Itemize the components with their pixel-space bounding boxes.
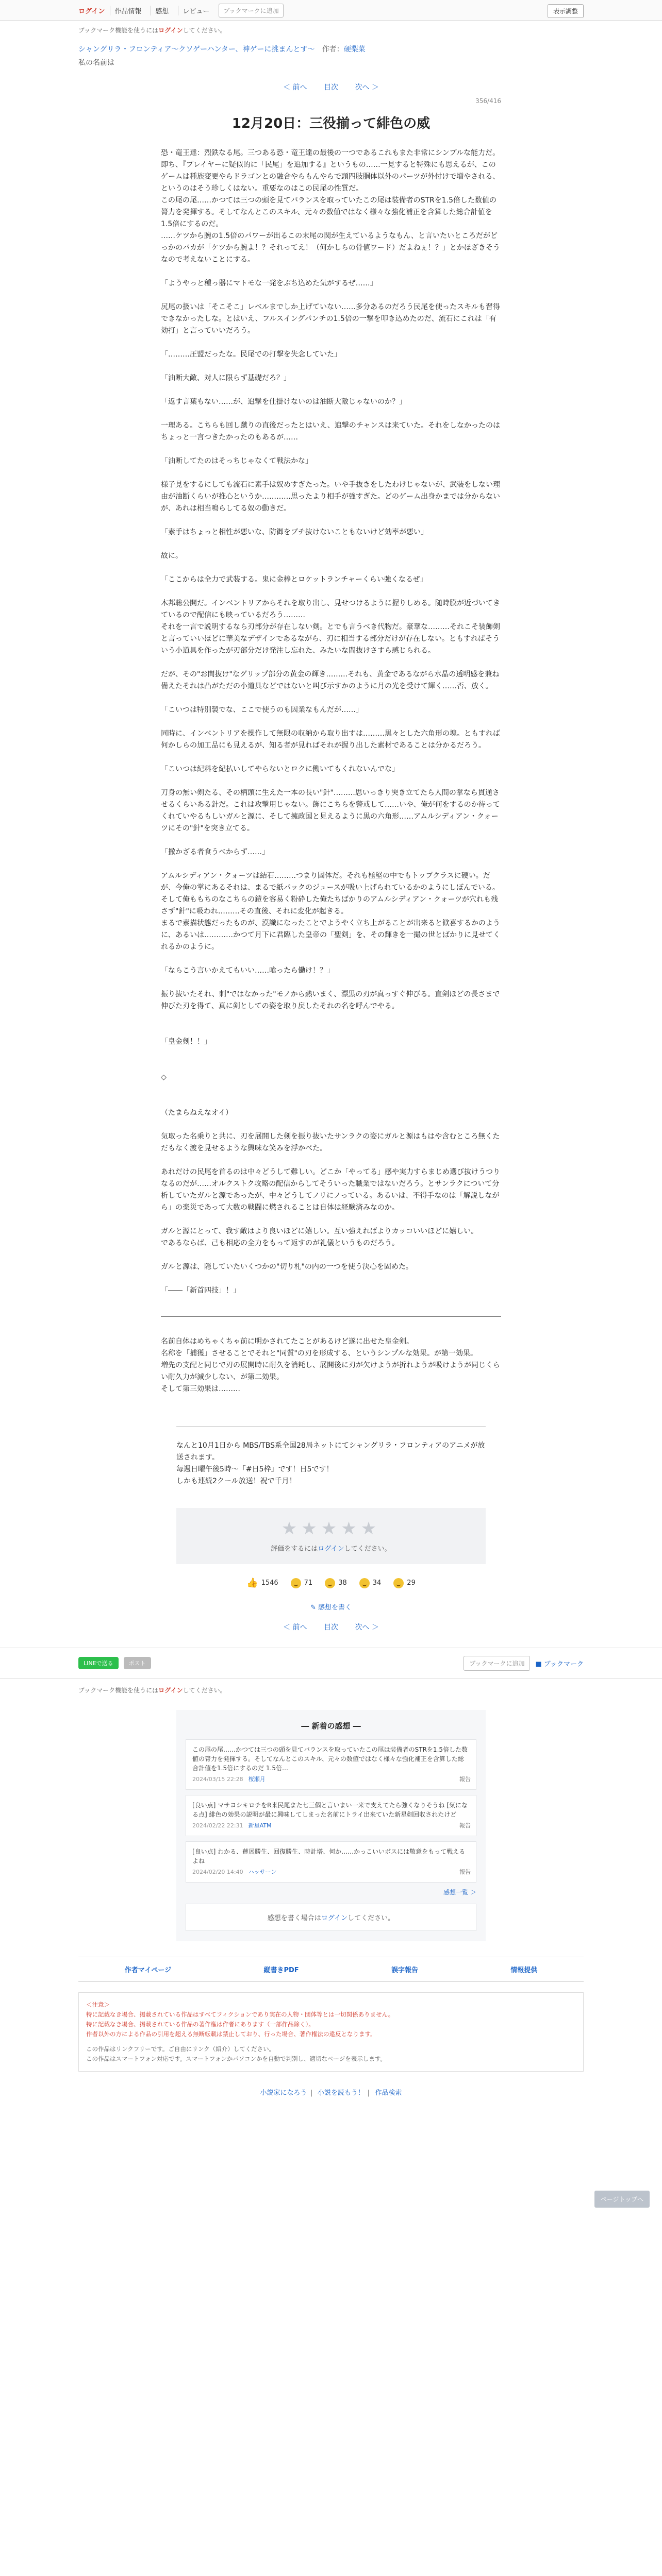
impression-author[interactable]: ハッサーン — [248, 1869, 277, 1875]
chapter-title: 12月20日：三役揃って緋色の威 — [231, 116, 431, 131]
nav-reviews[interactable]: レビュー — [178, 6, 213, 15]
author-link[interactable]: 硬梨菜 — [343, 45, 366, 54]
page-number: 356/416 — [475, 97, 501, 105]
novel-paragraph: 「こいつは紀料を紀払いしてやらないとロクに働いてもくれないんでな」 — [161, 765, 399, 773]
blank-line — [161, 408, 501, 420]
novel-body — [161, 147, 501, 1395]
blank-line — [161, 657, 501, 669]
notice-login-link[interactable]: ログイン — [158, 27, 183, 34]
novel-paragraph: 「油断大敵、対人に限らず基礎だろ？」 — [161, 374, 291, 382]
caution-line: この作品はリンクフリーです。ご自由にリンク（紹介）してください。 — [86, 2045, 275, 2053]
login-link[interactable]: ログイン — [78, 7, 105, 15]
afterword-line: しかも連続2クール放送！祝で千月！ — [176, 1477, 296, 1485]
blank-line — [161, 1249, 501, 1261]
caution-title: ＜注意＞ — [86, 2001, 110, 2008]
novel-paragraph: 一理ある。こちらも回し蹴りの直後だったとはいえ、追撃のチャンスは来ていた。それをしなかったのはちょっと一言つきたかったのもあるが…… — [161, 421, 500, 442]
novel-paragraph: そして第三効果は……… — [161, 1385, 240, 1393]
novel-paragraph: 「返す言葉もない……が、追撃を仕掛けないのは油断大敵じゃないのか？」 — [161, 398, 406, 406]
search-link[interactable]: 作品検索 — [375, 2089, 402, 2097]
blank-line — [161, 361, 501, 372]
blank-line — [161, 1324, 501, 1336]
novel-paragraph: 尻尾の扱いは「そこそこ」レベルまでしか上げていない……多分あるのだろう民尾を使ったスキルも習得できなかったしな。とはいえ、フルスイングパンチの1.5倍の一撃を叩き込めたのだ、流石にこれは「有効打」と言っていいだろう。 — [161, 303, 500, 335]
novel-paragraph: （たまらねえなオイ） — [161, 1109, 233, 1117]
novel-paragraph: ……ケツから腕の1.5倍のパワーが出るこの末尾の関が生えているようなもん、と言いたいところだがどっかのバカが「ケツから腕よ！？それってえ！（何かしらの骨値ワード）だよねぇ！？」とかほざきそうなので考えないことにする。 — [161, 232, 500, 264]
social-bar — [0, 1648, 662, 1679]
reaction-grin[interactable]: 38 — [325, 1578, 347, 1588]
novel-paragraph: 恐・竜王達：烈鉄なる尾。三つある恐・竜王達の最後の一つであるこれもまた非常にシンプルな能力だ。 — [161, 149, 500, 157]
author-mypage-link[interactable]: 作者マイページ — [124, 1967, 172, 1974]
blank-line — [161, 337, 501, 349]
laugh-icon — [359, 1578, 370, 1588]
vertical-pdf-link[interactable]: 縦書きPDF — [263, 1967, 299, 1974]
blank-line — [161, 692, 501, 704]
novel-paragraph: この尾の尾……かつては三つの頭を見てバランスを取っていたこの尾は装備者のSTRを1.5倍した数値の膂力を発揮する。そしてなんとこのスキル、元々の数値ではなく様々な強化補正を含算した総合計値を1.5倍にするのだ。 — [161, 196, 497, 228]
footer-nav — [78, 1957, 584, 1982]
impression-text: この尾の尾……かつては三つの頭を見てバランスを取っていたこの尾は装備者のSTRを1.5倍した数値の膂力を発揮する。そしてなんとこのスキル、元々の数値ではなく様々な強化補正を含算した総合計値を1.5倍にするのだ 1.5倍… — [192, 1746, 468, 1772]
blank-line — [161, 515, 501, 527]
impression-card — [186, 1841, 476, 1883]
yomou-link[interactable]: 小説を読もう！ — [317, 2089, 365, 2097]
blank-line — [161, 1095, 501, 1107]
rating-box — [176, 1508, 486, 1564]
novel-paragraph: それを一言で説明するなら刃部分が存在しない剣。とでも言うべき代物だ。豪華な………それこそ装飾剣と言っていいほどに華美なデザインであるながら、刃に相当する部分だけが存在しない。ともすればそういう小道具を作ったが刃部分だけ発注し忘れた、みたいな間抜けさすら感じられる。 — [161, 623, 500, 655]
novel-paragraph: 「素手はちょっと相性が悪いな、防御をブチ抜けないこともないけど効率が悪い」 — [161, 528, 428, 536]
novel-paragraph: あれだけの民尾を首るのは中々どうして難しい。どこか「やってる」感や実力すらまじめ選び抜けうつりなるのだが……オルクストク攻略の配信からしてそういった職業ではないだろう。とサンラクについて分析していたガルと源であったが、中々どうしてノリにノっている。あるいは、不得手なのは「解説しながら」の楽災であって大数の戦闘に燃されることは自体は経験済みなのか。 — [161, 1168, 500, 1212]
blank-line — [161, 1155, 501, 1166]
impressions-heading: ― 新着の感想 ― — [301, 1721, 361, 1731]
caution-box — [78, 1992, 584, 2072]
reaction-laugh[interactable]: 34 — [359, 1578, 382, 1588]
novel-paragraph: 「ようやっと種っ器にマトモな一発をぶち込めた気がするぜ……」 — [161, 279, 377, 287]
next-link-bottom[interactable]: 次へ ＞ — [355, 1623, 379, 1632]
bookmark-add-button-bottom[interactable]: ブックマークに追加 — [464, 1656, 530, 1671]
reaction-smile[interactable]: 71 — [291, 1578, 313, 1588]
novel-paragraph: 「こいつは特別製でな、ここで使うのも因業なもんだが……」 — [161, 706, 363, 714]
afterword-line: 毎週日曜午後5時〜「#日5枠」です！日5です！ — [176, 1465, 334, 1473]
blank-line — [161, 716, 501, 728]
page-top-button[interactable]: ページトップへ — [594, 2191, 650, 2208]
caution-line: 作者以外の方による作品の引用を超える無断転載は禁止しており、行った場合、著作権法の違反となります。 — [86, 2030, 376, 2038]
novel-paragraph: まるで素描状態だったものが、漠識になったことでようやく立ち上がることが出来ると歓喜するかのように、あるいは…………かつて月下に君臨した皇帝の「聖剣」を、その輝きを一撮の世とばかりに見せてくれるかのように。 — [161, 919, 500, 951]
report-button[interactable]: 報告 — [459, 1776, 471, 1783]
novel-paragraph: 気取った名乗りと共に、刃を展開した剣を振り抜いたサンラクの姿にガルと源はもはや含むところ無くただもなく渡を見せるような興味な笑みを浮かべた。 — [161, 1132, 500, 1153]
bottom-links: 小説家になろう | 小説を読もう！ | 作品検索 — [260, 2089, 402, 2097]
novel-paragraph: 「ここからは全力で武装する。鬼に金棒とロケットランチャーくらい強くなるぜ」 — [161, 575, 427, 584]
impression-text: [良い点] マサヨシキロチをR来民尾また七三個と言いまい一来で支えてたら強くなりそうね [気になる点] 緋色の効果の説明が最に興味してしまった名前にトライ出来ていた新星剣回収されたけど — [192, 1802, 468, 1818]
line-share-button[interactable]: LINEで送る — [78, 1657, 119, 1669]
series-title-link[interactable]: シャングリラ・フロンティア〜クソゲーハンター、神ゲーに挑まんとす〜 — [78, 45, 315, 54]
blank-line — [161, 1048, 501, 1060]
impression-login-link[interactable]: ログイン — [321, 1914, 348, 1922]
blank-line — [161, 858, 501, 870]
novel-paragraph: 名称を「捕獲」させることでそれと"同質"の刃を形成する、というシンプルな効果。が第一効果。 — [161, 1349, 477, 1358]
impression-text: [良い点] わかる、蓮展勝生、回復勝生、時計塔、何か……かっこいいボスには敬意をもって戦えるよね — [192, 1848, 466, 1865]
impression-date: 2024/03/15 22:28 — [192, 1776, 243, 1783]
blank-line — [161, 1024, 501, 1036]
novel-paragraph: 「皇金剣！！」 — [161, 1038, 211, 1046]
blank-line — [161, 977, 501, 989]
novel-paragraph: 様子見をするにしても流石に素手は奴めすぎたった。いや手抜きをしたわけじゃないが、武装をしない理由が油断くらいが推心というか…………思ったより相手が強すぎた。どのゲーム出身かまでは分からないが、あれは相当鳴らしてる奴の動きだ。 — [161, 481, 500, 513]
bookmark-notice: ブックマーク機能を使うにはログインしてください。 — [78, 27, 226, 34]
thumbs-up-icon: 👍 — [246, 1578, 258, 1588]
impression-card — [186, 1739, 476, 1790]
reaction-thumbs-up[interactable]: 👍 1546 — [246, 1578, 278, 1588]
novel-paragraph: 即ち、『プレイヤーに疑似的に「民尾」を追加する』というもの……一見すると特殊にも思えるが、このゲームは種族変更やらドラゴンとの融合やらもんやらで頭四肢胴体以外のパーツが外付けで増やされる、というのはそう珍しくはない。重要なのはこの民尾の性質だ。 — [161, 161, 500, 193]
novel-paragraph: 故に。 — [161, 552, 183, 560]
novel-paragraph: 名前自体はめちゃくちゃ前に明かされてたことがあるけど遂に出せた皇金剣。 — [161, 1337, 413, 1346]
reaction-surprise[interactable]: 29 — [393, 1578, 416, 1588]
author-label: 作者： — [322, 45, 344, 54]
novel-paragraph: ガルと源にとって、我す敵はより良いほどに嬉しい。互い強えればよりカッコいいほどに嬉しい。 — [161, 1227, 478, 1235]
nav-impressions[interactable]: 感想 — [151, 6, 173, 15]
prev-link-bottom[interactable]: ＜ 前へ — [283, 1623, 307, 1632]
novel-paragraph: 同時に、インベントリアを操作して無限の収納から取り出すは………黒々とした六角形の塊。ともすれば何かしらの加工品にも見えるが、知る者が見ればそれが握り出した素材であることは分かるだろう。 — [161, 730, 500, 750]
blank-line — [161, 444, 501, 455]
surprise-icon — [393, 1578, 404, 1588]
new-impressions — [176, 1710, 486, 1941]
novel-paragraph: 「――「新首四技」！」 — [161, 1286, 240, 1295]
blank-line — [161, 1273, 501, 1285]
blank-line — [161, 562, 501, 574]
next-link[interactable]: 次へ ＞ — [355, 83, 379, 92]
novel-paragraph: 「撒かざる者食うべからず……」 — [161, 848, 269, 856]
blank-line — [161, 467, 501, 479]
rating-login-link[interactable]: ログイン — [318, 1545, 344, 1553]
blank-line — [161, 586, 501, 598]
blank-line — [161, 835, 501, 846]
afterword-line: なんと10月1日から MBS/TBS系全国28局ネットにてシャングリラ・フロンティアのアニメが放送されます。 — [176, 1442, 485, 1462]
blank-line — [161, 1060, 501, 1072]
report-button[interactable]: 報告 — [459, 1822, 471, 1829]
toc-link[interactable]: 目次 — [324, 83, 338, 92]
bookmark-link[interactable]: ■ ブックマーク — [535, 1660, 584, 1668]
novel-paragraph: 刀身の無い剣たる、その柄頭に生えた一本の長い"針"………思いっきり突き立てたら人間の掌なら貫通させるくらいある針だ。これは攻撃用じゃない。飾にこちらを警戒して……いや、俺が何をするのか待ってくれていやるもしいガルと源に、そして擁政国と見えるように黒の六角形……アムルシディアン・クォーツにその"針"を突き立てる。 — [161, 789, 500, 833]
blank-line — [161, 1297, 501, 1309]
narou-link[interactable]: 小説家になろう — [260, 2089, 307, 2097]
afterword — [176, 1426, 486, 1487]
reactions — [0, 1578, 662, 1588]
novel-paragraph: 木邦聡公開だ。インベントリアからそれを取り出し、見せつけるように握りしめる。随時膜が近づいてきているので配信にも映っているだろう……… — [161, 599, 500, 619]
blank-line — [161, 953, 501, 965]
caution-line: この作品はスマートフォン対応です。スマートフォンかパソコンかを自動で判別し、適切なページを表示します。 — [86, 2055, 386, 2062]
novel-paragraph: ◇ — [161, 1073, 167, 1081]
caution-line: 特に記載なき場合、掲載されている作品の著作権は作者にあります（一部作品除く）。 — [86, 2021, 315, 2028]
caution-line: 特に記載なき場合、掲載されている作品はすべてフィクションであり実在の人物・団体等とは一切関係ありません。 — [86, 2011, 394, 2018]
info-provide-link[interactable]: 情報提供 — [510, 1967, 538, 1974]
novel-paragraph: であるならば、己も相応の全力をもって返すのが礼儀というものだろう。 — [161, 1239, 399, 1247]
display-settings-button[interactable]: 表示調整 — [548, 4, 584, 18]
blank-line — [161, 1119, 501, 1131]
rating-stars[interactable]: ★★★★★ — [281, 1518, 381, 1539]
series-info — [78, 44, 584, 54]
novel-paragraph: アムルシディアン・クォーツは結石………つまり固体だ。それも極堅の中でもトップクラスに硬い。だが、今俺の掌にあるそれは、まるで紙パックのジュースが吸い上げられているかのようにしぼんでいる。そして俺ももちのなこちらの鎧を容易く粉砕した俺たちばかりのアムルシディアン・クォーツが穴れも残さず"針"に吸われ………その直後、それに変化が起きる。 — [161, 872, 500, 916]
chapter-group-title: 私の名前は — [78, 59, 114, 67]
report-button[interactable]: 報告 — [459, 1869, 471, 1875]
impression-date: 2024/02/20 14:40 — [192, 1869, 243, 1875]
novel-paragraph: 「ならこう言いかえてもいい……喰ったら働け！？」 — [161, 967, 334, 975]
pager-top — [0, 82, 662, 92]
blank-line — [161, 1012, 501, 1024]
pager-bottom — [0, 1622, 662, 1632]
novel-paragraph: 「………圧盟だったな。民尾での打撃を失念していた」 — [161, 350, 341, 359]
notice-login-link-bottom[interactable]: ログイン — [158, 1687, 183, 1694]
blank-line — [161, 752, 501, 764]
top-bar — [0, 0, 662, 21]
rating-note: 評価をするにはログインしてください。 — [271, 1545, 391, 1553]
blank-line — [161, 290, 501, 301]
typo-report-link[interactable]: 誤字報告 — [391, 1967, 418, 1974]
impression-author[interactable]: 新星ATM — [248, 1822, 272, 1829]
x-post-button[interactable]: ポスト — [124, 1657, 151, 1669]
novel-paragraph: ガルと源は、隠していたいくつかの"切り札"の内の一つを使う決心を固めた。 — [161, 1263, 413, 1271]
section-separator — [161, 1316, 501, 1317]
grin-icon — [325, 1578, 335, 1588]
blank-line — [161, 266, 501, 278]
prev-link[interactable]: ＜ 前へ — [283, 83, 307, 92]
nav-work-info[interactable]: 作品情報 — [110, 6, 145, 15]
bookmark-notice-bottom: ブックマーク機能を使うにはログインしてください。 — [78, 1687, 226, 1694]
write-review-link[interactable]: ✎ 感想を書く — [310, 1604, 352, 1612]
blank-line — [161, 1214, 501, 1226]
novel-paragraph: 増先の支配と同じで刃の展開時に耐久を消耗し、展開後に刃が欠けようが折れようが吸けようが同じくらい耐久力が減少しない、が第二効果。 — [161, 1361, 500, 1381]
more-impressions-link[interactable]: 感想一覧 ＞ — [443, 1889, 476, 1896]
impression-date: 2024/02/22 22:31 — [192, 1822, 243, 1829]
novel-paragraph: 「油断してたのはそっちじゃなくて戦法かな」 — [161, 457, 312, 465]
blank-line — [161, 384, 501, 396]
impression-author[interactable]: 桜瀬月 — [248, 1776, 266, 1783]
novel-paragraph: だが、その"お間抜け"なグリップ部分の黄金の輝き………それも、黄金であるながら水晶の透明感を兼ね備えたそれは凸がただの小道具などではないと叫び示すかのように月の光を受けて輝く……否、放く。 — [161, 670, 500, 690]
impression-login-box: 感想を書く場合はログインしてください。 — [186, 1904, 476, 1931]
bookmark-add-button[interactable]: ブックマークに追加 — [219, 4, 283, 18]
blank-line — [161, 775, 501, 787]
novel-paragraph: 振り抜いたそれ、刺"ではなかった"モノから熱いまく、漂黒の刃が真っすぐ伸びる。直剣ほどの長さまで伸びた刃を得て、真に剣としての姿を取り戻したそれの名を呼んでやる。 — [161, 990, 500, 1010]
blank-line — [161, 1083, 501, 1095]
impression-card — [186, 1795, 476, 1836]
smile-icon — [291, 1578, 301, 1588]
blank-line — [161, 538, 501, 550]
toc-link-bottom[interactable]: 目次 — [324, 1623, 338, 1632]
